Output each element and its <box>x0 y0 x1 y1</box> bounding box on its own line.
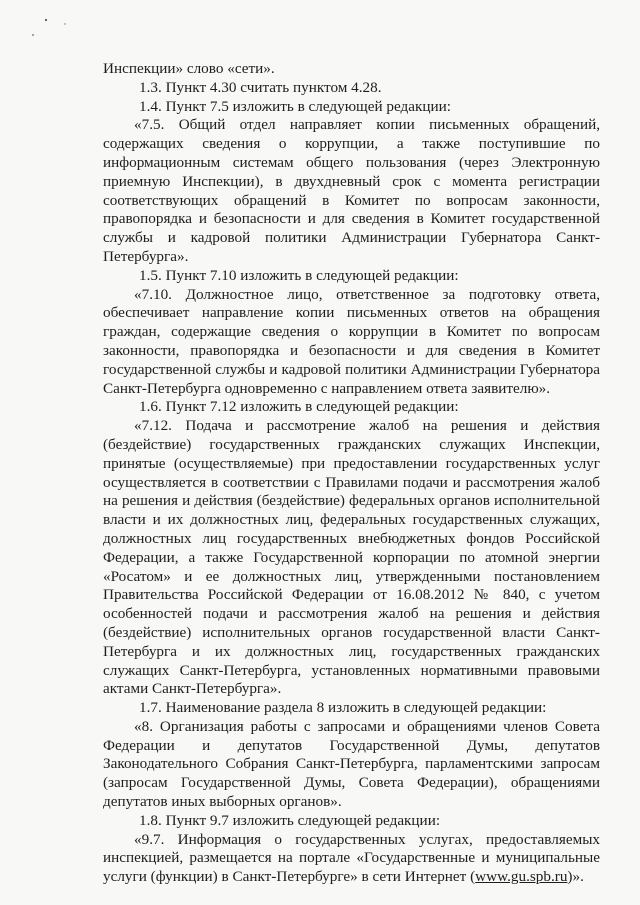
paragraph-7-5: «7.5. Общий отдел направляет копии письменных обращений, содержащих сведения о коррупции, а также поступившие по информационным системам общего пользования (через Электронную приемную Инспекции), в двухдневный срок с момента регистрации соответствующих обращений в Комитет по вопросам законности, правопорядка и безопасности и для сведения в Комитет государственной службы и кадровой политики Администрации Губернатора Санкт-Петербурга». <box>103 116 600 265</box>
scan-specks <box>30 10 90 40</box>
document-text <box>103 60 600 887</box>
paragraph-7-12: «7.12. Подача и рассмотрение жалоб на решения и действия (бездействие) государственных гражданских служащих Инспекции, принятые (осуществляемые) при предоставлении государственных услуг осуществляется в соответствии с Правилами подачи и рассмотрения жалоб на решения и действия (бездействие) федеральных органов исполнительной власти и их должностных лиц, федеральных государственных служащих, должностных лиц государственных внебюджетных фондов Российской Федерации, а также Государственной корпорации по атомной энергии «Росатом» и ее должностных лиц, утвержденными постановлением Правительства Российской Федерации от 16.08.2012 № 840, с учетом особенностей подачи и рассмотрения жалоб на решения и действия (бездействие) исполнительных органов государственной власти Санкт-Петербурга и их должностных лиц, государственных гражданских служащих Санкт-Петербурга, установленных нормативными правовыми актами Санкт-Петербурга». <box>103 417 600 698</box>
portal-link[interactable]: www.gu.spb.ru <box>475 868 568 886</box>
paragraph-9-7-closing: )». <box>567 868 584 886</box>
paragraph-7-10: «7.10. Должностное лицо, ответственное за подготовку ответа, обеспечивает направление копии письменных ответов на обращения граждан, содержащие сведения о коррупции в Комитет по вопросам законности, правопорядка и безопасности и для сведения в Комитет государственной службы и кадровой политики Администрации Губернатора Санкт-Петербурга одновременно с направлением ответа заявителю». <box>103 285 600 397</box>
paragraph-1-4: 1.4. Пункт 7.5 изложить в следующей редакции: <box>139 97 452 115</box>
paragraph-1-7: 1.7. Наименование раздела 8 изложить в следующей редакции: <box>139 699 547 717</box>
paragraph-9-7-text: «9.7. Информация о государственных услугах, предоставляемых инспекцией, размещается на портале «Государственные и муниципальные услуги (функции) в Санкт-Петербурге» в сети Интернет ( <box>103 830 600 886</box>
paragraph-1-6: 1.6. Пункт 7.12 изложить в следующей редакции: <box>139 398 459 416</box>
paragraph-1-5: 1.5. Пункт 7.10 изложить в следующей редакции: <box>139 266 459 284</box>
paragraph-1-8: 1.8. Пункт 9.7 изложить следующей редакции: <box>139 811 441 829</box>
paragraph-8: «8. Организация работы с запросами и обращениями членов Совета Федерации и депутатов Государственной Думы, депутатов Законодательного Собрания Санкт-Петербурга, парламентскими запросам (запросам Государственной Думы, Совета Федерации), обращениями депутатов иных выборных органов». <box>103 717 600 811</box>
paragraph-9-7 <box>103 831 600 887</box>
paragraph-1-3: 1.3. Пункт 4.30 считать пунктом 4.28. <box>139 78 382 96</box>
paragraph-continuation: Инспекции» слово «сети». <box>103 60 275 77</box>
